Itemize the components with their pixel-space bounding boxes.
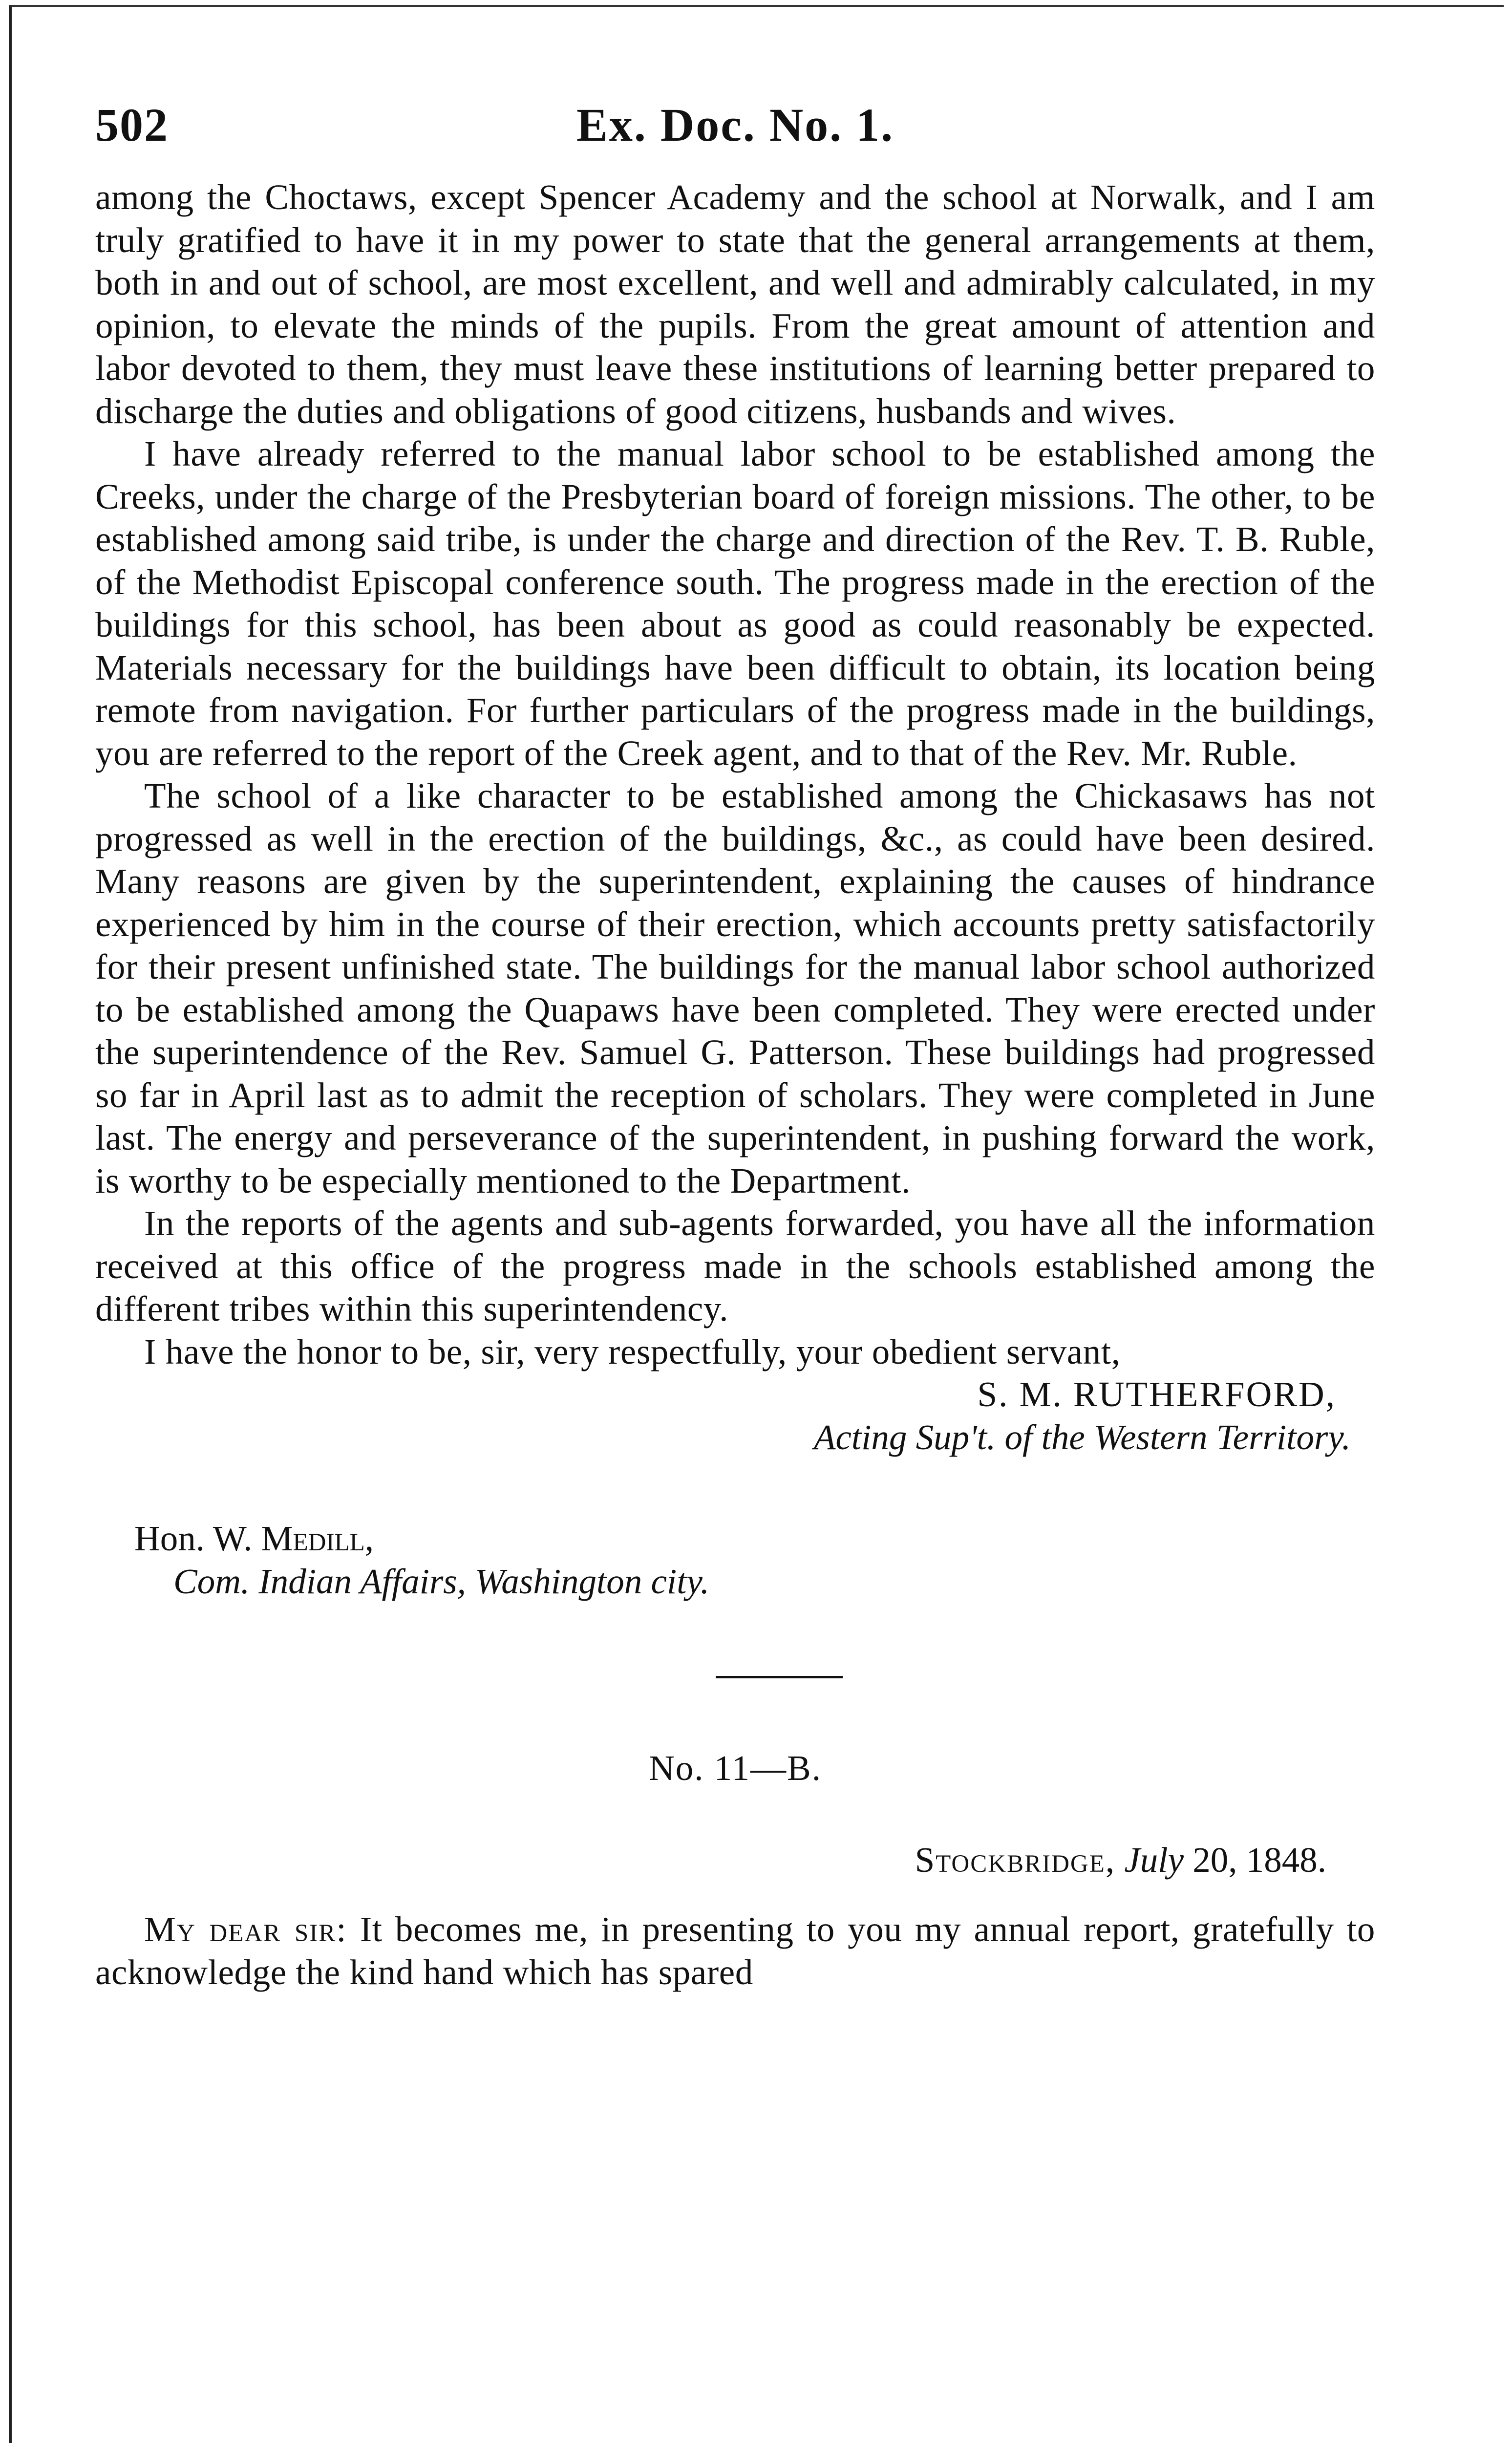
addressee-surname: Medill, <box>261 1519 374 1558</box>
dateline <box>95 1839 1375 1882</box>
signature-block <box>95 1373 1375 1458</box>
addressee-block <box>95 1517 1375 1603</box>
salutation: My dear sir: <box>144 1909 347 1949</box>
document-number: No. 11—B. <box>649 1748 822 1788</box>
page-number: 502 <box>95 99 169 151</box>
paragraph-chickasaw-quapaw-schools: The school of a like character to be established among the Chickasaws has not progressed as well in the erection of the buildings, &c., as could have been desired. Many reasons are given by the superintendent, explaining the causes of hindrance experienced by him in the course of their erection, which accounts pretty satisfactorily for their present unfinished state. The buildings for the manual labor school authorized to be established among the Quapaws have been completed. They were erected under the superintendence of the Rev. Samuel G. Patterson. These buildings had progressed so far in April last as to admit the reception of scholars. They were completed in June last. The energy and perseverance of the superintendent, in pushing forward the work, is worthy to be especially mentioned to the Department. <box>95 776 1375 1200</box>
signatory-title: Acting Sup't. of the Western Territory. <box>813 1417 1351 1457</box>
letter-body <box>95 176 1375 1373</box>
running-title: Ex. Doc. No. 1. <box>576 99 894 151</box>
paragraph-closing: I have the honor to be, sir, very respectfully, your obedient servant, <box>144 1331 1121 1372</box>
signatory-name: S. M. RUTHERFORD, <box>977 1374 1336 1414</box>
paragraph-agent-reports: In the reports of the agents and sub-agents forwarded, you have all the information received at this office of the progress made in the schools established among the different tribes within this superintendency. <box>95 1203 1375 1329</box>
document-page <box>95 98 1375 2029</box>
addressee-prefix: Hon. W. <box>134 1519 261 1558</box>
paragraph-creek-schools: I have already referred to the manual labor school to be established among the Creeks, under the charge of the Presbyterian board of foreign missions. The other, to be established among said tribe, is under the charge and direction of the Rev. T. B. Ruble, of the Methodist Episcopal conference south. The progress made in the erection of the buildings for this school, has been about as good as could reasonably be expected. Materials necessary for the buildings have been difficult to obtain, its location being remote from navigation. For further particulars of the progress made in the buildings, you are referred to the report of the Creek agent, and to that of the Rev. Mr. Ruble. <box>95 434 1375 773</box>
opening-text: It becomes me, in presenting to you my annual report, gratefully to acknowledge the kind hand which has spared <box>95 1909 1376 1992</box>
addressee-name <box>95 1517 1375 1560</box>
dateline-place: Stockbridge, <box>915 1840 1116 1880</box>
addressee-title: Com. Indian Affairs, Washington city. <box>173 1561 710 1601</box>
running-head <box>95 98 1375 176</box>
dateline-day-year: 20, 1848. <box>1184 1840 1326 1880</box>
section-divider <box>716 1676 843 1678</box>
paragraph-continued: among the Choctaws, except Spencer Academy and the school at Norwalk, and I am truly gratified to have it in my power to state that the general arrangements at them, both in and out of school, are most excellent, and well and admirably calculated, in my opinion, to elevate the minds of the pupils. From the great amount of attention and labor devoted to them, they must leave these institutions of learning better prepared to discharge the duties and obligations of good citizens, husbands and wives. <box>95 177 1375 431</box>
dateline-month: July <box>1115 1840 1184 1880</box>
letter-opening <box>95 1908 1375 1993</box>
